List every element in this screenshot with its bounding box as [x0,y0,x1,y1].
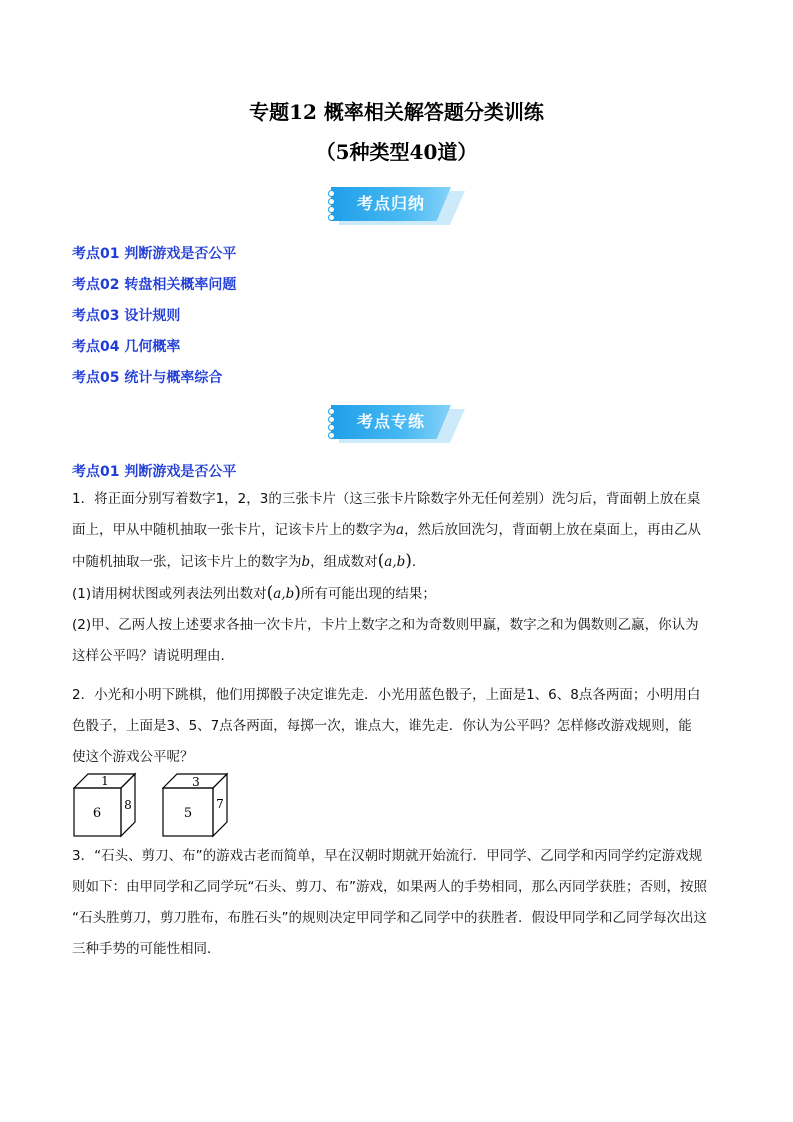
toc-item-4[interactable]: 考点04 几何概率 [72,339,181,355]
q1-sub-2-line-1: (2)甲、乙两人按上述要求各抽一次卡片，卡片上数字之和为奇数则甲赢，数字之和为偶数则乙赢，你认为 [72,617,699,633]
banner-label: 考点专练 [356,412,425,431]
section-banner-practice [331,405,465,443]
toc-item-2[interactable]: 考点02 转盘相关概率问题 [72,277,237,293]
die-blue-front-number: 6 [92,806,102,821]
page-subtitle: （5种类型40道） [315,140,478,164]
q1-sub-2-line-2: 这样公平吗？请说明理由． [72,648,234,664]
q1-line-1: 1．将正面分别写着数字1，2，3的三张卡片（这三张卡片除数字外无任何差别）洗匀后，背面朝上放在桌 [72,491,701,507]
q3-line-2: 则如下：由甲同学和乙同学玩“石头、剪刀、布”游戏，如果两人的手势相同，那么丙同学获胜；否则，按照 [72,879,707,895]
variable-a: a [396,522,405,538]
q1-line-2: 面上，甲从中随机抽取一张卡片，记该卡片上的数字为a，然后放回洗匀，背面朝上放在桌面上，再由乙从 [72,522,702,538]
die-blue-top-number: 1 [101,774,109,788]
question-3 [72,841,724,965]
question-1 [72,484,724,672]
banner-label: 考点归纳 [356,194,425,213]
q1-sub-1: (1)请用树状图或列表法列出数对(a,b)所有可能出现的结果； [72,583,436,603]
die-blue-side-number: 8 [124,798,132,812]
q2-line-1: 2．小光和小明下跳棋，他们用掷骰子决定谁先走．小光用蓝色骰子，上面是1、6、8点各两面；小明用白 [72,687,701,703]
die-white-top-number: 3 [192,775,200,789]
q1-line-3: 中随机抽取一张，记该卡片上的数字为b，组成数对(a,b)． [72,551,426,571]
q3-line-3: “石头胜剪刀，剪刀胜布，布胜石头”的规则决定甲同学和乙同学中的获胜者．假设甲同学和乙同学每次出这 [72,910,707,926]
section-heading: 考点01 判断游戏是否公平 [72,464,237,480]
variable-b: b [301,554,311,570]
q3-line-4: 三种手势的可能性相同． [72,941,221,957]
pair-ab: a,b [384,554,406,570]
q2-line-3: 使这个游戏公平呢？ [72,749,194,765]
toc-item-5[interactable]: 考点05 统计与概率综合 [72,370,223,386]
q2-line-2: 色骰子，上面是3、5、7点各两面，每掷一次，谁点大，谁先走．你认为公平吗？怎样修改游戏规则，能 [72,718,692,734]
toc-item-1[interactable]: 考点01 判断游戏是否公平 [72,246,237,262]
die-white-side-number: 7 [216,797,224,811]
toc-item-3[interactable]: 考点03 设计规则 [72,308,181,324]
section-banner-summary [331,187,465,225]
dice-figure [73,772,313,838]
page-title: 专题12 概率相关解答题分类训练 [249,100,544,124]
die-white-front-number: 5 [183,806,193,821]
q3-line-1: 3．“石头、剪刀、布”的游戏古老而简单，早在汉朝时期就开始流行．甲同学、乙同学和丙同学约定游戏规 [72,848,703,864]
question-2 [72,680,724,773]
